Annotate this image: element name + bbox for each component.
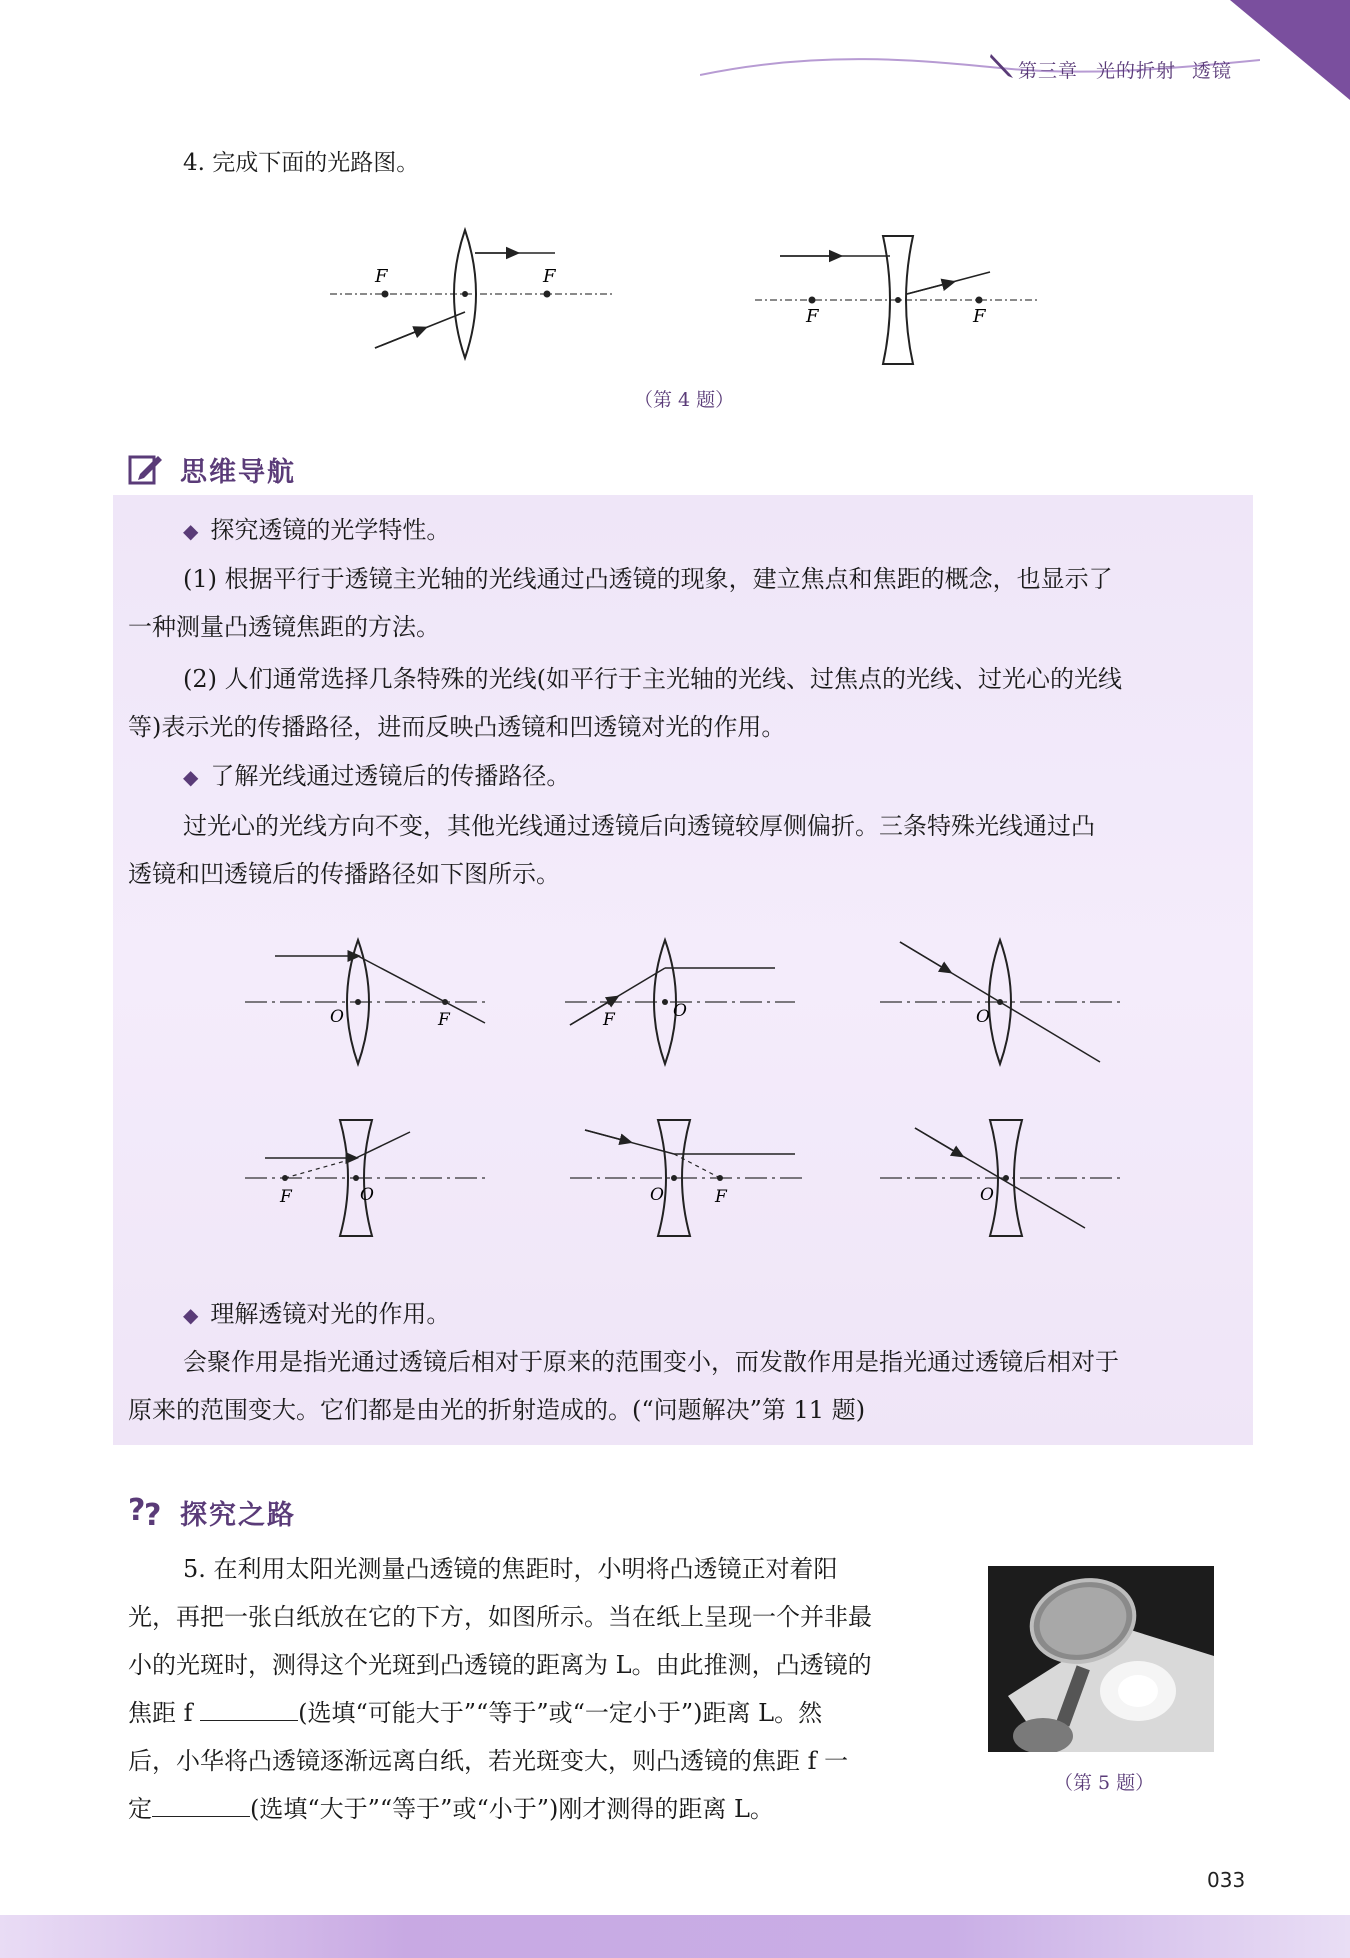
label-f: F	[715, 1187, 727, 1207]
nav-bullet-3	[183, 1298, 450, 1331]
magnifier-sunlight-photo	[988, 1566, 1214, 1752]
header-title-part2: 透镜	[1192, 60, 1233, 82]
convex-parallel-ray-diagram	[245, 940, 485, 1064]
nav-bullet-2-text: 了解光线通过透镜后的传播路径。	[210, 762, 571, 790]
nav-paragraph-3-line-2: 透镜和凹透镜后的传播路径如下图所示。	[128, 860, 560, 888]
edit-icon	[128, 452, 164, 486]
focal-point-right	[976, 297, 983, 304]
question-marks-icon	[128, 1492, 166, 1528]
svg-text:?: ?	[144, 1498, 162, 1528]
label-o: O	[673, 1001, 687, 1021]
question-4-text: 4. 完成下面的光路图。	[183, 150, 420, 176]
nav-paragraph-2-line-1: (2) 人们通常选择几条特殊的光线(如平行于主光轴的光线、过焦点的光线、过光心的光线	[183, 665, 1122, 693]
label-f-right: F	[543, 266, 556, 287]
diamond-icon: ◆	[183, 519, 199, 543]
nav-paragraph-1	[128, 555, 1113, 651]
label-o: O	[360, 1185, 374, 1205]
diamond-icon: ◆	[183, 1303, 199, 1327]
nav-bullet-2	[183, 760, 570, 793]
label-f-left: F	[375, 266, 388, 287]
nav-bullet-1-text: 探究透镜的光学特性。	[210, 516, 451, 544]
q4-concave-lens-diagram	[755, 236, 1037, 364]
q4-convex-lens-diagram	[330, 230, 615, 358]
label-o: O	[650, 1185, 664, 1205]
q4-diagrams	[325, 220, 1055, 370]
nav-paragraph-4-line-1: 会聚作用是指光通过透镜后相对于原来的范围变小，而发散作用是指光通过透镜后相对于	[183, 1348, 1119, 1376]
nav-paragraph-2-line-2: 等)表示光的传播路径，进而反映凸透镜和凹透镜对光的作用。	[128, 713, 786, 741]
label-o: O	[980, 1185, 994, 1205]
label-f-left: F	[806, 306, 819, 327]
label-f-right: F	[973, 306, 986, 327]
svg-text:?: ?	[128, 1493, 146, 1528]
question-4-caption: （第 4 题）	[634, 389, 735, 411]
question-5-line-3: 小的光斑时，测得这个光斑到凸透镜的距离为 L。由此推测，凸透镜的	[128, 1651, 872, 1679]
nav-paragraph-2	[128, 655, 1122, 751]
nav-paragraph-4-line-2: 原来的范围变大。它们都是由光的折射造成的。(“问题解决”第 11 题)	[128, 1396, 866, 1424]
label-f: F	[280, 1187, 292, 1207]
convex-through-center-ray-diagram	[880, 940, 1120, 1064]
section-title-nav: 思维导航	[180, 457, 296, 488]
nav-paragraph-1-line-2: 一种测量凸透镜焦距的方法。	[128, 613, 440, 641]
header-chapter: 第三章	[1018, 60, 1079, 82]
header-title	[1018, 56, 1232, 83]
label-o: O	[330, 1007, 344, 1027]
nav-paragraph-4	[128, 1338, 1119, 1434]
label-o: O	[976, 1007, 990, 1027]
question-5-line-2: 光，再把一张白纸放在它的下方，如图所示。当在纸上呈现一个并非最	[128, 1603, 872, 1631]
nav-paragraph-3-line-1: 过光心的光线方向不变，其他光线通过透镜后向透镜较厚侧偏折。三条特殊光线通过凸	[183, 812, 1095, 840]
nav-bullet-3-text: 理解透镜对光的作用。	[210, 1300, 451, 1328]
section-title-explore: 探究之路	[180, 1500, 296, 1531]
nav-bullet-1	[183, 514, 450, 547]
question-5-line-5: 后，小华将凸透镜逐渐远离白纸，若光斑变大，则凸透镜的焦距 f 一	[128, 1747, 849, 1775]
focal-point-left	[382, 291, 389, 298]
concave-parallel-ray-diagram	[245, 1120, 485, 1236]
nav-paragraph-3	[128, 802, 1095, 898]
page-number: 033	[1207, 1868, 1246, 1892]
header-title-part1: 光的折射	[1096, 60, 1177, 82]
question-5-line-4-end: (选填“可能大于”“等于”或“一定小于”)距离 L。然	[298, 1699, 823, 1727]
question-5-line-4-start: 焦距 f	[128, 1699, 193, 1727]
convex-through-focus-ray-diagram	[565, 940, 795, 1064]
question-5-line-6-end: (选填“大于”“等于”或“小于”)刚才测得的距离 L。	[250, 1795, 774, 1823]
concave-toward-focus-ray-diagram	[570, 1120, 805, 1236]
focal-point-left	[809, 297, 816, 304]
nav-paragraph-1-line-1: (1) 根据平行于透镜主光轴的光线通过凸透镜的现象，建立焦点和焦距的概念，也显示了	[183, 565, 1113, 593]
question-5-text	[128, 1545, 978, 1833]
concave-through-center-ray-diagram	[880, 1120, 1120, 1236]
focal-point-right	[544, 291, 551, 298]
bottom-decoration-band	[0, 1915, 1350, 1958]
question-5-line-6-start: 定	[128, 1795, 152, 1823]
question-5-line-4	[128, 1689, 978, 1737]
label-f: F	[438, 1010, 450, 1030]
pen-icon	[988, 50, 1016, 80]
question-5-line-1: 5. 在利用太阳光测量凸透镜的焦距时，小明将凸透镜正对着阳	[183, 1555, 838, 1583]
label-f: F	[603, 1010, 615, 1030]
special-rays-diagrams	[240, 930, 1140, 1260]
answer-blank-1[interactable]	[200, 1719, 298, 1721]
answer-blank-2[interactable]	[152, 1815, 250, 1817]
question-5-line-6	[128, 1785, 978, 1833]
question-5-caption: （第 5 题）	[1054, 1772, 1155, 1794]
diamond-icon: ◆	[183, 765, 199, 789]
